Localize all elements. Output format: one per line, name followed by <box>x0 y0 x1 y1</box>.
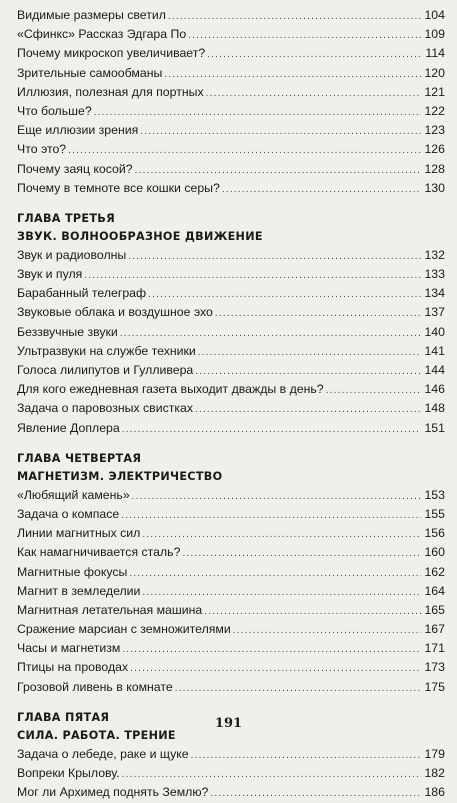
toc-entry-title: Птицы на проводах <box>17 660 129 675</box>
toc-entry <box>17 83 445 102</box>
dot-leader <box>132 487 421 506</box>
toc-entry-title: Грозовой ливень в комнате <box>17 679 173 694</box>
dot-leader <box>148 285 421 304</box>
toc-entry <box>17 160 445 179</box>
toc-entry-title: Ультразвуки на службе техники <box>17 343 196 358</box>
chapter-section <box>17 450 445 697</box>
toc-entry-page: 164 <box>424 583 445 598</box>
toc-entry-page: 123 <box>424 123 445 138</box>
toc-entry-title: «Сфинкс» Рассказ Эдгара По <box>17 27 187 42</box>
toc-entry-page: 179 <box>424 746 445 761</box>
toc-entry-title: Задача о компасе <box>17 506 120 521</box>
dot-leader <box>135 161 421 180</box>
toc-entry <box>17 6 445 25</box>
toc-entry-title: Голоса лилипутов и Гулливера <box>17 363 194 377</box>
toc-entry <box>17 543 445 562</box>
toc-entry <box>17 620 445 639</box>
dot-leader <box>210 784 421 803</box>
dot-leader <box>168 7 421 26</box>
dot-leader <box>215 304 421 323</box>
toc-entry <box>17 44 445 63</box>
dot-leader <box>204 602 421 621</box>
dot-leader <box>222 180 421 199</box>
toc-entry-page: 120 <box>424 65 445 80</box>
toc-entry-title: Магнит в земледелии <box>17 583 141 598</box>
toc-entry-page: 104 <box>424 8 445 22</box>
toc-entry-page: 173 <box>424 660 445 675</box>
toc-entry <box>17 284 445 303</box>
chapter-section <box>17 210 445 438</box>
toc-entry <box>17 25 445 44</box>
toc-entry <box>17 783 445 802</box>
toc-entry-title: Почему в темноте все кошки серы? <box>17 180 220 195</box>
toc-entry <box>17 658 445 677</box>
toc-entry-title: Как намагничивается сталь? <box>17 545 181 560</box>
toc-entry <box>17 678 445 697</box>
toc-entry-title: «Любящий камень» <box>17 487 130 502</box>
toc-entry-title: Для кого ежедневная газета выходит дважды в день? <box>17 382 324 397</box>
toc-entry <box>17 380 445 399</box>
toc-entry <box>17 505 445 524</box>
dot-leader <box>206 84 421 103</box>
dot-leader <box>84 266 421 285</box>
dot-leader <box>195 362 421 381</box>
dot-leader <box>121 506 421 525</box>
toc-entry-title: Что больше? <box>17 103 92 118</box>
toc-entry-title: Часы и магнетизм <box>17 641 121 656</box>
dot-leader <box>140 122 421 141</box>
toc-entry-title: Звук и пуля <box>17 267 83 282</box>
dot-leader <box>120 324 421 343</box>
toc-entry <box>17 524 445 543</box>
toc-entry-page: 137 <box>424 305 445 320</box>
toc-entry <box>17 601 445 620</box>
toc-entry-page: 114 <box>425 46 445 61</box>
dot-leader <box>128 247 421 266</box>
toc-entry-page: 109 <box>424 27 445 42</box>
dot-leader <box>207 45 421 64</box>
toc-entry-page: 182 <box>424 766 445 780</box>
toc-entry-page: 186 <box>424 785 445 800</box>
toc-entry-page: 175 <box>424 679 445 694</box>
chapter-title: СИЛА. РАБОТА. ТРЕНИЕ <box>17 728 176 742</box>
toc-entry-page: 148 <box>424 401 445 416</box>
toc-entry-page: 167 <box>424 622 445 637</box>
dot-leader <box>68 141 421 160</box>
toc-entry-title: Видимые размеры светил <box>17 8 166 22</box>
toc-entry-page: 140 <box>424 324 445 339</box>
dot-leader <box>175 679 421 698</box>
toc-entry-page: 162 <box>424 564 445 579</box>
dot-leader <box>182 544 421 563</box>
toc-entry-page: 128 <box>424 161 445 176</box>
dot-leader <box>122 765 421 784</box>
toc-entry <box>17 361 445 380</box>
toc-entry <box>17 419 445 438</box>
toc-entry <box>17 246 445 265</box>
toc-entry-page: 156 <box>424 526 445 541</box>
toc-entry-title: Сражение марсиан с земножителями <box>17 622 231 637</box>
dot-leader <box>198 343 421 362</box>
dot-leader <box>188 26 421 45</box>
toc-entry-title: Иллюзия, полезная для портных <box>17 84 204 99</box>
toc-entry <box>17 639 445 658</box>
toc-entry-title: Магнитная летательная машина <box>17 602 203 617</box>
toc-entry-page: 160 <box>424 545 445 560</box>
dot-leader <box>129 564 421 583</box>
chapter-label: ГЛАВА ЧЕТВЕРТАЯ <box>17 451 142 465</box>
toc-entry <box>17 486 445 505</box>
toc-entry-page: 141 <box>424 343 445 358</box>
chapters <box>17 210 445 803</box>
toc-entry-title: Мог ли Архимед поднять Землю? <box>17 785 209 800</box>
toc-entry-title: Линии магнитных сил <box>17 526 141 541</box>
toc-entry <box>17 582 445 601</box>
toc-entry-title: Почему микроскоп увеличивает? <box>17 46 206 61</box>
toc-entry <box>17 323 445 342</box>
toc-entry-title: Задача о лебеде, раке и щуке <box>17 746 189 761</box>
chapter-label: ГЛАВА ПЯТАЯ <box>17 710 110 724</box>
intro-entries <box>17 6 445 198</box>
toc-entry-title: Звуковые облака и воздушное эхо <box>17 305 213 320</box>
toc-entry <box>17 399 445 418</box>
toc-entry <box>17 102 445 121</box>
page-number: 191 <box>214 716 243 731</box>
toc-entry <box>17 764 445 783</box>
toc-entry-title: Еще иллюзии зрения <box>17 123 139 138</box>
toc-entry-page: 126 <box>424 142 445 157</box>
toc-entry <box>17 303 445 322</box>
toc-entry-page: 146 <box>424 382 445 397</box>
toc-entry <box>17 64 445 83</box>
dot-leader <box>164 65 421 84</box>
toc-entry-page: 134 <box>424 286 445 301</box>
toc-entry <box>17 342 445 361</box>
toc-entry-page: 151 <box>424 420 445 435</box>
toc-entry-title: Зрительные самообманы <box>17 65 163 80</box>
toc-entry-title: Барабанный телеграф <box>17 286 147 301</box>
chapter-title: МАГНЕТИЗМ. ЭЛЕКТРИЧЕСТВО <box>17 469 223 483</box>
toc-entry-page: 132 <box>424 247 445 262</box>
dot-leader <box>195 400 421 419</box>
toc-entry-title: Задача о паровозных свистках <box>17 401 193 416</box>
toc-entry <box>17 265 445 284</box>
toc-entry-page: 121 <box>424 84 445 99</box>
dot-leader <box>191 746 421 765</box>
toc-entry-title: Магнитные фокусы <box>17 564 128 579</box>
toc-entry-title: Беззвучные звуки <box>17 324 118 339</box>
dot-leader <box>233 621 421 640</box>
toc-entry-title: Вопреки Крылову. <box>17 766 120 780</box>
toc-entry-page: 130 <box>424 180 445 195</box>
chapter-label: ГЛАВА ТРЕТЬЯ <box>17 211 116 225</box>
toc-entry-page: 155 <box>424 506 445 521</box>
toc-entry <box>17 563 445 582</box>
toc-entry-page: 165 <box>424 602 445 617</box>
toc-entry <box>17 179 445 198</box>
dot-leader <box>326 381 421 400</box>
toc-entry-page: 133 <box>424 267 445 282</box>
toc-entry-title: Что это? <box>17 142 67 157</box>
chapter-title: ЗВУК. ВОЛНООБРАЗНОЕ ДВИЖЕНИЕ <box>17 229 263 243</box>
dot-leader <box>130 659 421 678</box>
toc-entry-title: Почему заяц косой? <box>17 161 133 176</box>
toc-entry-page: 144 <box>424 363 445 377</box>
toc-entry-page: 153 <box>424 487 445 502</box>
toc-entry <box>17 140 445 159</box>
toc-entry-title: Явление Доплера <box>17 420 120 435</box>
dot-leader <box>122 420 421 439</box>
toc-entry-title: Звук и радиоволны <box>17 247 127 262</box>
table-of-contents <box>17 6 445 802</box>
dot-leader <box>122 640 421 659</box>
dot-leader <box>94 103 421 122</box>
toc-entry-page: 122 <box>424 103 445 118</box>
toc-entry <box>17 745 445 764</box>
toc-entry-page: 171 <box>424 641 445 656</box>
dot-leader <box>142 583 421 602</box>
toc-entry <box>17 121 445 140</box>
dot-leader <box>142 525 421 544</box>
